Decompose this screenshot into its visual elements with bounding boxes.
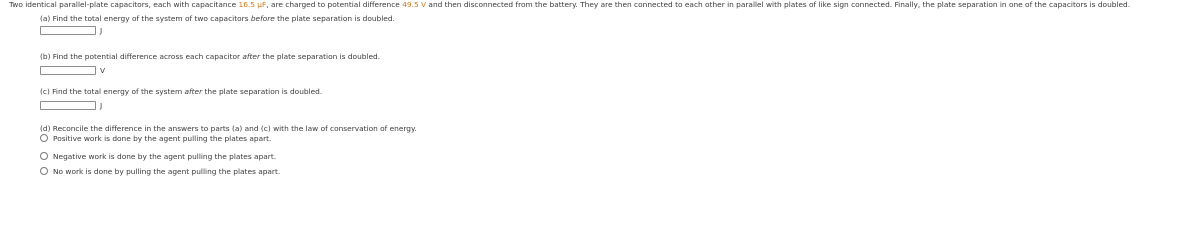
part-a-answer-input[interactable] — [40, 26, 96, 35]
part-b-question: (b) Find the potential difference across each capacitor after the plate separation is doubled. — [40, 52, 381, 61]
intro-text-1: Two identical parallel-plate capacitors, each with capacitance — [9, 0, 239, 9]
part-c-answer — [40, 100, 102, 110]
part-b-unit: V — [100, 65, 106, 75]
option-label: Negative work is done by the agent pulling the plates apart. — [53, 151, 277, 161]
part-c-answer-input[interactable] — [40, 101, 96, 110]
intro-text-3: and then disconnected from the battery. They are then connected to each other in parallel with plates of like sign connected. Finally, the plate separation in one of the capacitors is doubled. — [426, 0, 1131, 9]
radio-button[interactable] — [40, 134, 48, 142]
part-d-question: (d) Reconcile the difference in the answers to parts (a) and (c) with the law of conservation of energy. — [40, 124, 417, 133]
option-label: Positive work is done by the agent pulling the plates apart. — [53, 133, 272, 143]
intro-text-2: , are charged to potential difference — [266, 0, 403, 9]
problem-statement — [9, 0, 1130, 10]
capacitance-value: 16.5 µF — [238, 0, 267, 9]
part-b-answer — [40, 65, 105, 75]
option-positive-work[interactable] — [40, 133, 271, 143]
part-c-unit: J — [100, 100, 103, 110]
part-a-unit: J — [100, 25, 103, 35]
part-c-question: (c) Find the total energy of the system after the plate separation is doubled. — [40, 87, 323, 96]
option-negative-work[interactable] — [40, 151, 276, 161]
part-a-question: (a) Find the total energy of the system of two capacitors before the plate separation is doubled. — [40, 14, 395, 23]
option-no-work[interactable] — [40, 166, 280, 176]
part-b-answer-input[interactable] — [40, 66, 96, 75]
voltage-value: 49.5 V — [402, 0, 427, 9]
option-label: No work is done by pulling the agent pulling the plates apart. — [53, 166, 281, 176]
part-a-answer — [40, 25, 102, 35]
radio-button[interactable] — [40, 152, 48, 160]
radio-button[interactable] — [40, 167, 48, 175]
